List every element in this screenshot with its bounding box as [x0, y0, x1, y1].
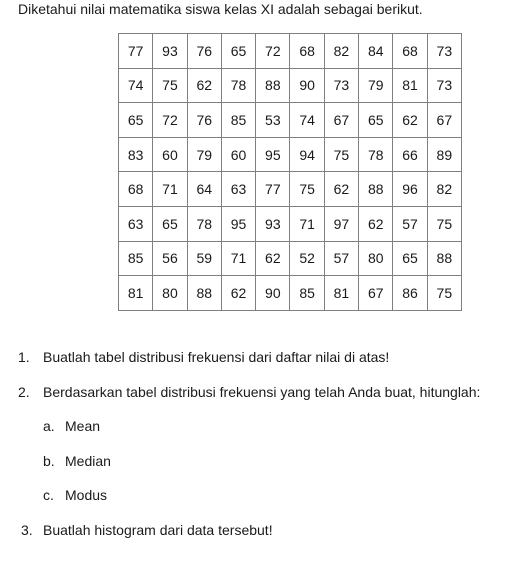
question-2a-text: Mean	[65, 418, 101, 434]
table-cell: 93	[153, 34, 187, 69]
question-1-text: Buatlah tabel distribusi frekuensi dari daftar nilai di atas!	[43, 349, 390, 365]
table-row	[119, 276, 462, 311]
table-cell: 88	[187, 276, 221, 311]
table-cell: 63	[119, 206, 153, 241]
table-cell: 75	[290, 172, 324, 207]
table-cell: 62	[359, 206, 393, 241]
table-cell: 85	[119, 241, 153, 276]
table-cell: 75	[427, 206, 461, 241]
table-cell: 71	[290, 206, 324, 241]
table-cell: 85	[221, 103, 255, 138]
table-cell: 86	[393, 276, 427, 311]
table-cell: 74	[119, 68, 153, 103]
table-cell: 73	[324, 68, 358, 103]
table-cell: 90	[256, 276, 290, 311]
table-cell: 82	[427, 172, 461, 207]
table-cell: 72	[153, 103, 187, 138]
table-cell: 65	[359, 103, 393, 138]
table-cell: 65	[119, 103, 153, 138]
table-cell: 78	[359, 137, 393, 172]
table-cell: 64	[187, 172, 221, 207]
table-row	[119, 34, 462, 69]
question-1-number: 1.	[18, 349, 30, 365]
table-cell: 60	[221, 137, 255, 172]
table-cell: 84	[359, 34, 393, 69]
table-cell: 62	[256, 241, 290, 276]
question-2-number: 2.	[18, 384, 30, 400]
table-cell: 76	[187, 103, 221, 138]
question-2-text: Berdasarkan tabel distribusi frekuensi yang telah Anda buat, hitunglah:	[43, 384, 481, 400]
question-2b-text: Median	[65, 453, 111, 469]
table-row	[119, 241, 462, 276]
table-cell: 62	[221, 276, 255, 311]
question-3-number: 3.	[21, 522, 33, 538]
table-cell: 96	[393, 172, 427, 207]
table-cell: 80	[359, 241, 393, 276]
question-3-text: Buatlah histogram dari data tersebut!	[43, 522, 273, 538]
table-cell: 65	[153, 206, 187, 241]
table-cell: 75	[153, 68, 187, 103]
table-cell: 78	[187, 206, 221, 241]
table-cell: 56	[153, 241, 187, 276]
table-cell: 95	[256, 137, 290, 172]
table-cell: 88	[256, 68, 290, 103]
table-cell: 76	[187, 34, 221, 69]
table-cell: 85	[290, 276, 324, 311]
table-cell: 71	[221, 241, 255, 276]
scores-table	[118, 33, 462, 311]
table-cell: 63	[221, 172, 255, 207]
table-cell: 89	[427, 137, 461, 172]
table-cell: 90	[290, 68, 324, 103]
table-cell: 81	[393, 68, 427, 103]
question-2a-letter: a.	[43, 418, 55, 434]
table-cell: 65	[393, 241, 427, 276]
question-2c-text: Modus	[65, 487, 108, 503]
table-cell: 68	[290, 34, 324, 69]
table-cell: 79	[187, 137, 221, 172]
table-cell: 81	[119, 276, 153, 311]
table-cell: 71	[153, 172, 187, 207]
table-cell: 97	[324, 206, 358, 241]
table-cell: 77	[119, 34, 153, 69]
table-cell: 95	[221, 206, 255, 241]
table-cell: 67	[359, 276, 393, 311]
table-cell: 81	[324, 276, 358, 311]
table-cell: 72	[256, 34, 290, 69]
table-cell: 65	[221, 34, 255, 69]
table-cell: 77	[256, 172, 290, 207]
table-cell: 59	[187, 241, 221, 276]
table-cell: 88	[427, 241, 461, 276]
table-cell: 57	[324, 241, 358, 276]
table-row	[119, 206, 462, 241]
table-cell: 75	[324, 137, 358, 172]
intro-text: Diketahui nilai matematika siswa kelas XI adalah sebagai berikut.	[18, 1, 423, 17]
table-row	[119, 68, 462, 103]
table-cell: 68	[393, 34, 427, 69]
question-2b-letter: b.	[43, 453, 55, 469]
table-cell: 78	[221, 68, 255, 103]
question-2c-letter: c.	[43, 487, 54, 503]
table-cell: 53	[256, 103, 290, 138]
table-row	[119, 103, 462, 138]
table-cell: 67	[324, 103, 358, 138]
table-cell: 60	[153, 137, 187, 172]
table-cell: 73	[427, 68, 461, 103]
table-cell: 62	[324, 172, 358, 207]
table-cell: 57	[393, 206, 427, 241]
table-cell: 82	[324, 34, 358, 69]
table-row	[119, 172, 462, 207]
table-cell: 68	[119, 172, 153, 207]
table-cell: 83	[119, 137, 153, 172]
scores-table-body	[119, 34, 462, 311]
table-cell: 66	[393, 137, 427, 172]
table-cell: 75	[427, 276, 461, 311]
table-cell: 52	[290, 241, 324, 276]
table-row	[119, 137, 462, 172]
table-cell: 67	[427, 103, 461, 138]
table-cell: 88	[359, 172, 393, 207]
table-cell: 74	[290, 103, 324, 138]
table-cell: 94	[290, 137, 324, 172]
table-cell: 93	[256, 206, 290, 241]
table-cell: 80	[153, 276, 187, 311]
table-cell: 62	[393, 103, 427, 138]
table-cell: 62	[187, 68, 221, 103]
table-cell: 79	[359, 68, 393, 103]
table-cell: 73	[427, 34, 461, 69]
